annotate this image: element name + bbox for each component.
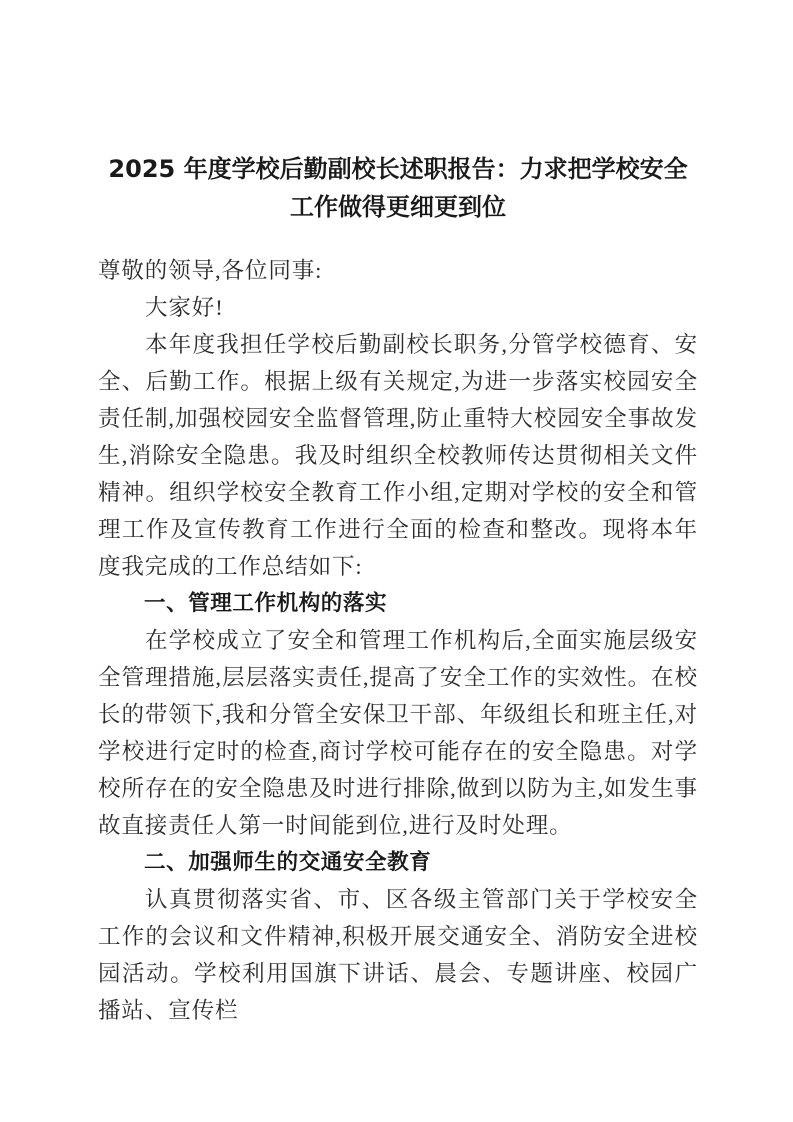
section-body-2: 认真贯彻落实省、市、区各级主管部门关于学校安全工作的会议和文件精神,积极开展交通安全、消防安全进校园活动。学校利用国旗下讲话、晨会、专题讲座、校园广播站、宣传栏 (98, 887, 698, 1023)
section-heading-1: 一、管理工作机构的落实 (144, 591, 388, 616)
greeting-line: 大家好! (145, 295, 224, 320)
document-body (98, 150, 698, 1029)
page-title: 2025 年度学校后勤副校长述职报告：力求把学校安全工作做得更细更到位 (108, 155, 688, 221)
section-body-1: 在学校成立了安全和管理工作机构后,全面实施层级安全管理措施,层层落实责任,提高了安全工作的实效性。在校长的带领下,我和分管全安保卫干部、年级组长和班主任,对学校进行定时的检查,商讨学校可能存在的安全隐患。对学校所存在的安全隐患及时进行排除,做到以防为主,如发生事故直接责任人第一时间能到位,进行及时处理。 (98, 628, 698, 838)
salutation-line: 尊敬的领导,各位同事: (98, 258, 323, 283)
intro-paragraph: 本年度我担任学校后勤副校长职务,分管学校德育、安全、后勤工作。根据上级有关规定,为进一步落实校园安全责任制,加强校园安全监督管理,防止重特大校园安全事故发生,消除安全隐患。我及时组织全校教师传达贯彻相关文件精神。组织学校安全教育工作小组,定期对学校的安全和管理工作及宣传教育工作进行全面的检查和整改。现将本年度我完成的工作总结如下: (98, 332, 698, 579)
section-heading-2: 二、加强师生的交通安全教育 (144, 850, 432, 875)
